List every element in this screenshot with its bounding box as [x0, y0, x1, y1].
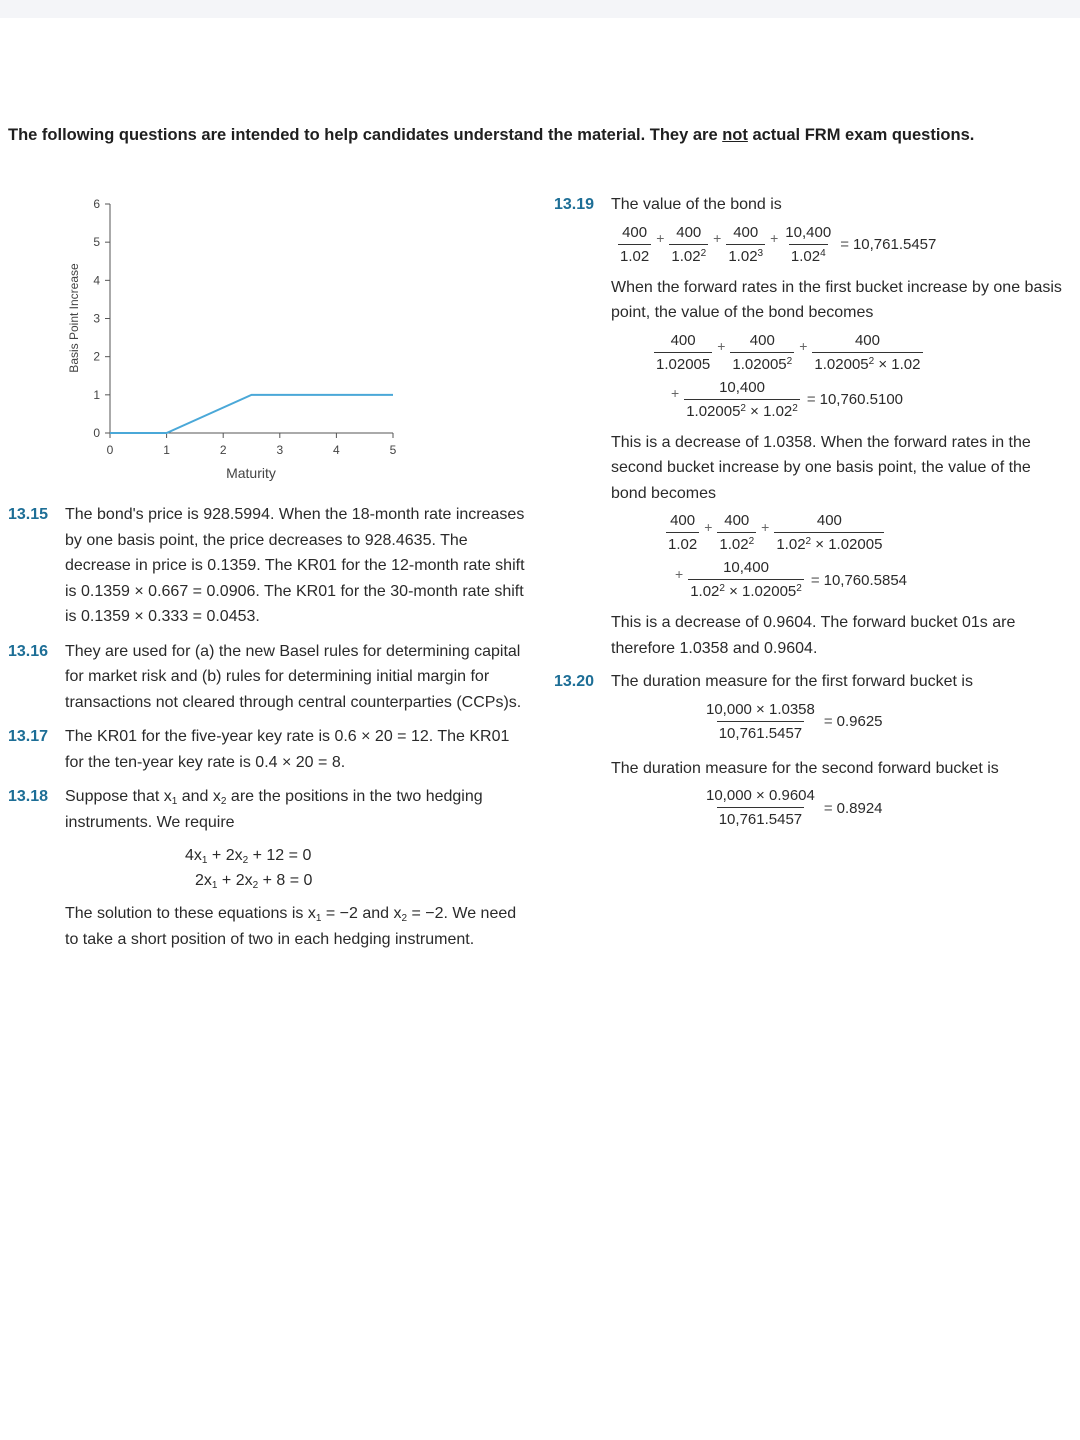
solution-text: The solution to these equations is $x_1 = -2$ and $x_2 = -2$. We need to take a short position of two in each hedging instrument.: [65, 905, 517, 948]
answer-text: Suppose that $x_1$ and $x_2$ are the positions in the two hedging instruments. We require: [65, 788, 483, 831]
answer-text: The duration measure for the first forward bucket is: [611, 673, 973, 690]
x-tick-label: 0: [106, 443, 114, 457]
page-header: The following questions are intended to help candidates understand the material. They are not actual FRM exam questions.: [8, 126, 975, 144]
y-axis-label: Basis Point Increase: [67, 263, 81, 373]
key-rate-shift-chart: [58, 192, 458, 487]
equation-system: [185, 843, 528, 893]
x-tick-label: 3: [276, 443, 284, 457]
y-tick-label: 6: [93, 197, 100, 211]
x-tick-label: 1: [163, 443, 170, 457]
answer-text: They are used for (a) the new Basel rules for determining capital for market risk and (b) rules for determining initial margin for transactions not cleared through central counterparties (CCPs)s.: [65, 642, 522, 711]
duration-formula-1: $\frac{10,000 \times 1.0358}{10,761.5457}$ = 0.9625: [701, 699, 1066, 746]
y-tick-label: 3: [93, 311, 100, 326]
answer-13-17: [8, 724, 528, 775]
question-number: 13.20: [554, 673, 595, 690]
bucket2-formula: $\frac{400}{1.02}$ + $\frac{400}{1.02^2}$ + $\frac{400}{1.02^2 \times 1.02005}$ + $\frac{10,400}{1.02^2 \times 1.02005^2}$ = 10,760.5854: [663, 510, 1066, 604]
x-tick-label: 5: [389, 443, 397, 457]
x-tick-label: 4: [333, 443, 340, 457]
answer-13-15: [8, 502, 528, 630]
answer-text: The KR01 for the five-year key rate is 0.6 × 20 = 12. The KR01 for the ten-year key rate is 0.4 × 20 = 8.: [65, 728, 510, 771]
bucket1-formula: $\frac{400}{1.02005}$ + $\frac{400}{1.02005^2}$ + $\frac{400}{1.02005^2 \times 1.02}$ + $\frac{10,400}{1.02005^2 \times 1.02^2}$ = 10,760.5100: [651, 330, 1066, 424]
y-tick-label: 0: [93, 426, 100, 440]
x-axis-label: Maturity: [226, 465, 276, 481]
answer-text: When the forward rates in the first bucket increase by one basis point, the value of the bond becomes: [611, 278, 1062, 321]
answer-13-18: [8, 784, 528, 952]
emphasis-not: not: [722, 126, 748, 144]
equation-2: $2x_1 + 2x_2 + 8 = 0$: [195, 872, 313, 891]
answer-13-20: [554, 669, 1066, 832]
y-tick-label: 1: [93, 387, 100, 402]
answer-text: The duration measure for the second forward bucket is: [611, 759, 999, 777]
x-tick-label: 2: [219, 443, 227, 457]
y-tick-label: 5: [93, 235, 100, 250]
question-number: 13.17: [8, 728, 49, 745]
question-number: 13.18: [8, 788, 49, 805]
equation-1: $4x_1 + 2x_2 + 12 = 0$: [185, 847, 312, 866]
series-line: [110, 395, 393, 433]
y-tick-label: 2: [93, 349, 100, 364]
duration-formula-2: $\frac{10,000 \times 0.9604}{10,761.5457}$ = 0.8924: [701, 785, 1066, 832]
question-number: 13.16: [8, 642, 49, 660]
question-number: 13.19: [554, 196, 595, 213]
answer-intro: The value of the bond is: [611, 196, 782, 213]
answer-text: The bond's price is 928.5994. When the 18-month rate increases by one basis point, the price decreases to 928.4635. The decrease in price is 0.1359. The KR01 for the 12-month rate shift is 0.1359 × 0.667 = 0.0906. The KR01 for the 30-month rate shift is 0.1359 × 0.333 = 0.0453.: [65, 506, 525, 625]
question-number: 13.15: [8, 506, 49, 523]
answer-text: This is a decrease of 1.0358. When the forward rates in the second bucket increase by one basis point, the value of the bond becomes: [611, 433, 1031, 502]
answer-13-19: [554, 192, 1066, 661]
answer-13-16: [8, 639, 528, 716]
answer-text: This is a decrease of 0.9604. The forward bucket 01s are therefore 1.0358 and 0.9604.: [611, 614, 1016, 657]
bond-value-formula: $\frac{400}{1.02}$ + $\frac{400}{1.02^2}$ + $\frac{400}{1.02^3}$ + $\frac{10,400}{1.02^4}$ = 10,761.5457: [615, 222, 1066, 269]
top-band: [0, 0, 1080, 18]
y-tick-label: 4: [93, 273, 100, 288]
